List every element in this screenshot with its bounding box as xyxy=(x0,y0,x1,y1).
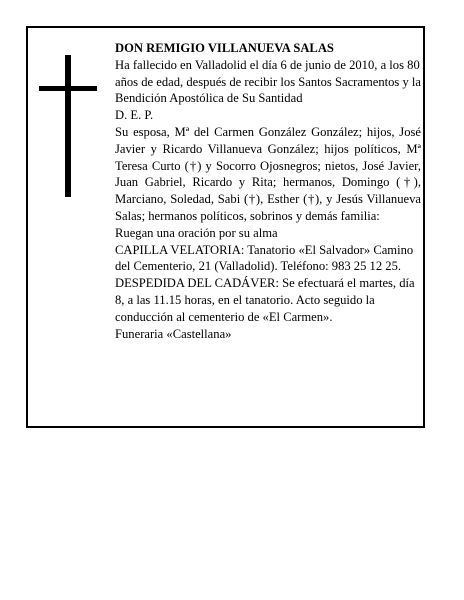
cross-icon-bar xyxy=(39,86,97,91)
dep-line: D. E. P. xyxy=(115,108,154,123)
farewell-info: DESPEDIDA DEL CADÁVER: Se efectuará el martes, día 8, a las 11.15 horas, en el tanatorio. Acto seguido la conducción al cementerio de «El Carmen». xyxy=(115,276,415,324)
death-statement: Ha fallecido en Valladolid el día 6 de junio de 2010, a los 80 años de edad, después de recibir los Santos Sacramentos y la Bendición Apostólica de Su Santidad xyxy=(115,57,422,106)
cross-icon xyxy=(65,55,71,197)
deceased-name: DON REMIGIO VILLANUEVA SALAS xyxy=(115,41,334,55)
funeral-home: Funeraria «Castellana» xyxy=(115,326,232,341)
obituary-notice xyxy=(26,26,425,428)
prayer-line: Ruegan una oración por su alma xyxy=(115,225,278,240)
notice-text xyxy=(115,40,421,342)
chapel-info: CAPILLA VELATORIA: Tanatorio «El Salvador» Camino del Cementerio, 21 (Valladolid). Teléfono: 983 25 12 25. xyxy=(115,242,414,274)
family-list: Su esposa, Mª del Carmen González González; hijos, José Javier y Ricardo Villanueva González; hijos políticos, Mª Teresa Curto (†) y Socorro Ojosnegros; nietos, José Javier, Juan Gabriel, Ricardo y Rita; hermanos, Domingo (†), Marciano, Soledad, Sabi (†), Esther (†), y Jesús Villanueva Salas; hermanos políticos, sobrinos y demás familia: xyxy=(115,124,421,223)
